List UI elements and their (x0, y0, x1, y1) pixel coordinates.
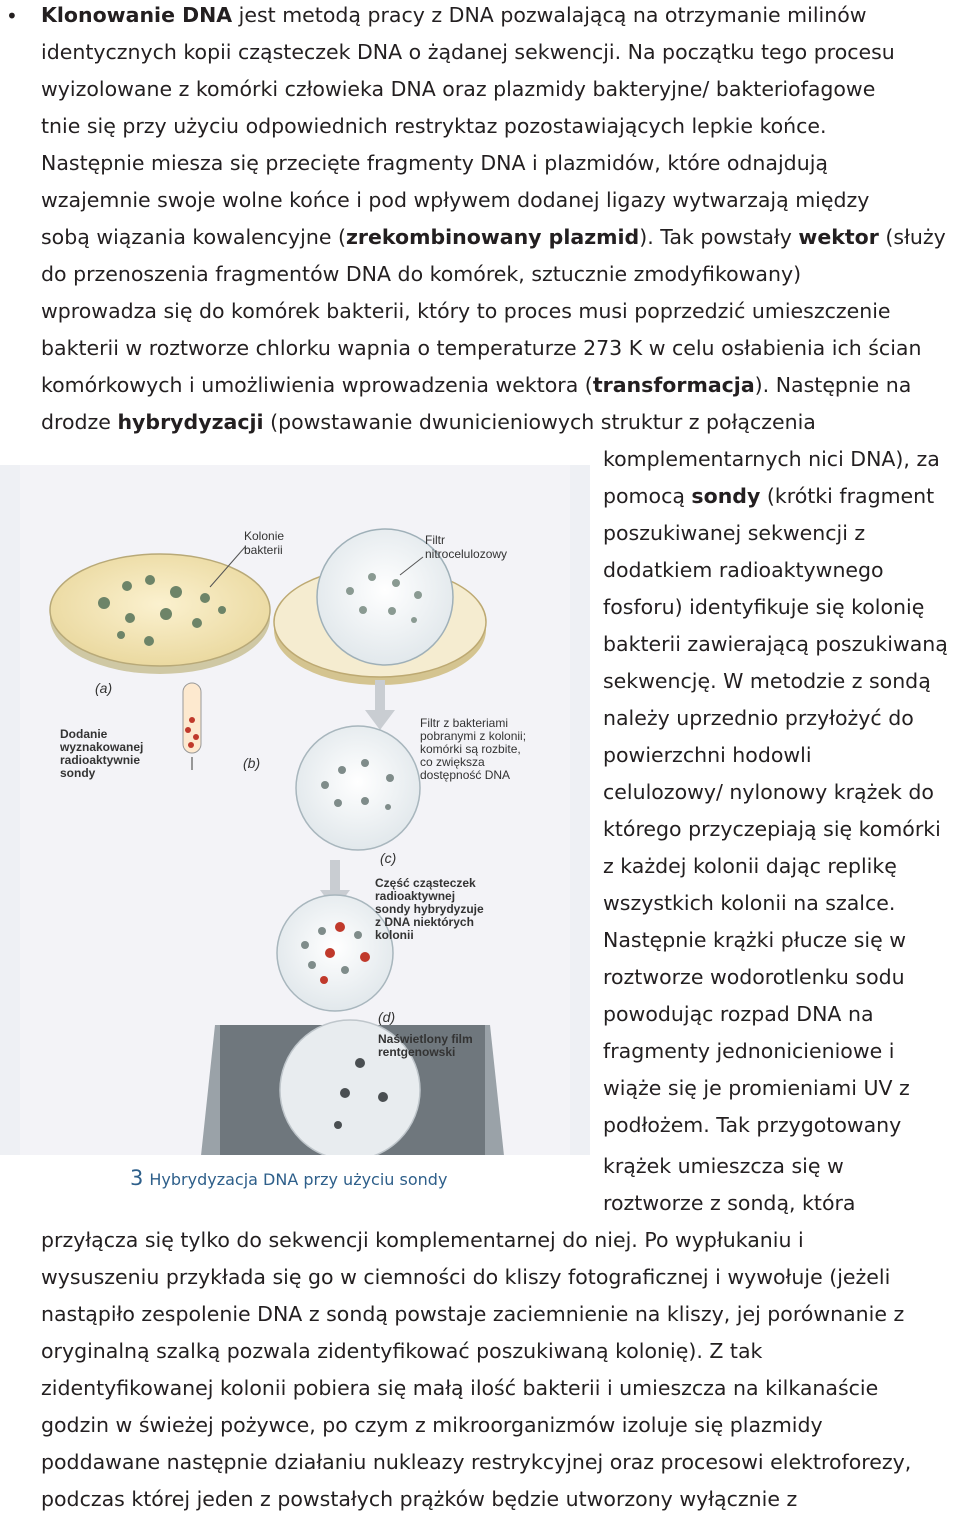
film-label: Naświetlony film rentgenowski (378, 1032, 473, 1059)
filter-bacteria-label: Filtr z bakteriami pobranymi z kolonii; komórki są rozbite, co zwiększa dostępność DNA (420, 716, 527, 782)
hybridization-figure (0, 465, 590, 1155)
filter-with-bacteria (296, 726, 420, 850)
step-d-label: (d) (378, 1009, 396, 1025)
colonies-label: Kolonie bakterii (244, 529, 285, 557)
text-line-right: fragmenty jednonicieniowe i (603, 1039, 895, 1063)
text-line: przyłącza się tylko do sekwencji komplementarnej do niej. Po wypłukaniu i (41, 1228, 804, 1252)
text-line: tnie się przy użyciu odpowiednich restryktaz pozostawiających lepkie końce. (41, 114, 827, 138)
text-line: wysuszeniu przykłada się go w ciemności do kliszy fotograficznej i wywołuje (jeżeli (41, 1265, 891, 1289)
text-line: bakterii w roztworze chlorku wapnia o temperaturze 273 K w celu osłabienia ich ścian (41, 336, 922, 360)
step-c-label: (c) (380, 850, 397, 866)
text-line-right: roztworze z sondą, która (603, 1191, 856, 1215)
text-line: wyizolowane z komórki człowieka DNA oraz plazmidy bakteryjne/ bakteriofagowe (41, 77, 876, 101)
figure-caption (130, 1163, 447, 1195)
text-line-right: bakterii zawierającą poszukiwaną (603, 632, 948, 656)
text-line-right: sekwencję. W metodzie z sondą (603, 669, 931, 693)
text-line: drodze hybrydyzacji (powstawanie dwunicieniowych struktur z połączenia (41, 410, 816, 434)
text-line: do przenoszenia fragmentów DNA do komórek, sztucznie zmodyfikowany) (41, 262, 802, 286)
text-line: sobą wiązania kowalencyjne (zrekombinowany plazmid). Tak powstały wektor (służy (41, 225, 946, 249)
text-line: podczas której jeden z powstałych prążków będzie utworzony wyłącznie z (41, 1487, 798, 1511)
hybridization-label: Część cząsteczek radioaktywnej sondy hybrydyzuje z DNA niektórych kolonii (375, 876, 484, 942)
probe-label: Dodanie wyznakowanej radioaktywnie sondy (60, 727, 144, 780)
list-bullet: • (6, 4, 18, 28)
text-line: identycznych kopii cząsteczek DNA o żądanej sekwencji. Na początku tego procesu (41, 40, 895, 64)
text-line-right: z każdej kolonii dając replikę (603, 854, 897, 878)
text-line-right: krążek umieszcza się w (603, 1154, 844, 1178)
text-line-right: którego przyczepiają się komórki (603, 817, 941, 841)
text-line: poddawane następnie działaniu nukleazy restrykcyjnej oraz procesowi elektroforezy, (41, 1450, 912, 1474)
petri-dish (50, 554, 270, 674)
text-line: Następnie miesza się przecięte fragmenty DNA i plazmidów, które odnajdują (41, 151, 828, 175)
text-line-right: powierzchni hodowli (603, 743, 812, 767)
text-line: godzin w świeżej pożywce, po czym z mikroorganizmów izoluje się plazmidy (41, 1413, 823, 1437)
step-b-label: (b) (243, 755, 261, 771)
text-line: komórkowych i umożliwienia wprowadzenia wektora (transformacja). Następnie na (41, 373, 912, 397)
text-line-right: komplementarnych nici DNA), za (603, 447, 940, 471)
text-line-right: fosforu) identyfikuje się kolonię (603, 595, 925, 619)
figure-caption-text: Hybrydyzacja DNA przy użyciu sondy (149, 1170, 448, 1189)
text-line: Klonowanie DNA jest metodą pracy z DNA pozwalającą na otrzymanie milinów (41, 3, 867, 27)
filter-label: Filtr nitrocelulozowy (425, 533, 508, 561)
text-line-right: powodując rozpad DNA na (603, 1002, 874, 1026)
figure-number: 3 (130, 1166, 144, 1190)
text-line-right: wiąże się je promieniami UV z (603, 1076, 910, 1100)
text-line-right: poszukiwanej sekwencji z (603, 521, 866, 545)
text-line-right: podłożem. Tak przygotowany (603, 1113, 902, 1137)
text-line: wzajemnie swoje wolne końce i pod wpływem dodanej ligazy wytwarzają między (41, 188, 870, 212)
text-line-right: dodatkiem radioaktywnego (603, 558, 884, 582)
step-a-label: (a) (95, 680, 113, 696)
text-line: oryginalną szalką pozwala zidentyfikować poszukiwaną kolonię). Z tak (41, 1339, 763, 1363)
text-line-right: należy uprzednio przyłożyć do (603, 706, 914, 730)
text-line-right: Następnie krążki płucze się w (603, 928, 907, 952)
text-line-right: wszystkich kolonii na szalce. (603, 891, 896, 915)
text-line-right: celulozowy/ nylonowy krążek do (603, 780, 934, 804)
text-line: zidentyfikowanej kolonii pobiera się małą ilość bakterii i umieszcza na kilkanaście (41, 1376, 879, 1400)
text-line-right: roztworze wodorotlenku sodu (603, 965, 905, 989)
text-line: nastąpiło zespolenie DNA z sondą powstaje zaciemnienie na kliszy, jej porównanie z (41, 1302, 905, 1326)
text-line-right: pomocą sondy (krótki fragment (603, 484, 935, 508)
text-line: wprowadza się do komórek bakterii, który to proces musi poprzedzić umieszczenie (41, 299, 891, 323)
